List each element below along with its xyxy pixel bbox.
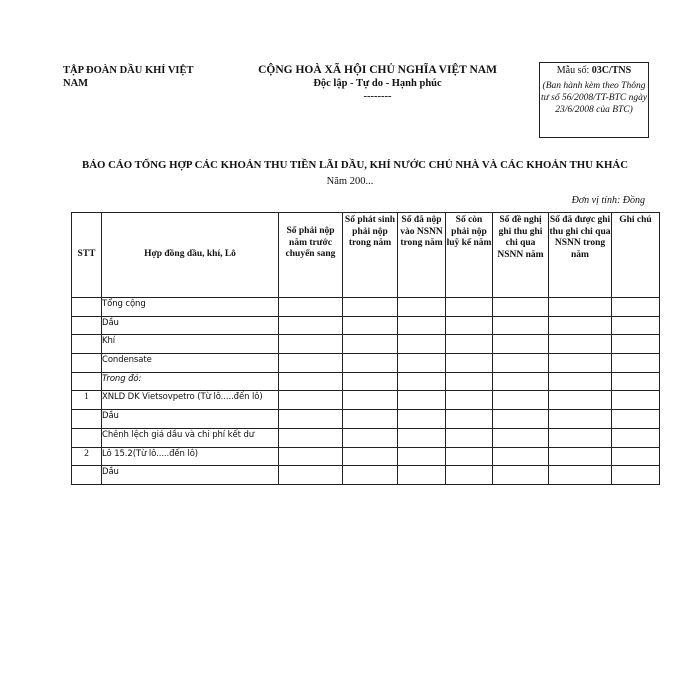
- table-cell: [446, 316, 493, 335]
- table-cell: [343, 447, 398, 466]
- table-cell: [279, 428, 343, 447]
- table-cell: [446, 447, 493, 466]
- table-cell: [343, 372, 398, 391]
- table-cell: [549, 391, 612, 410]
- table-cell: [493, 335, 549, 354]
- table-cell: [343, 466, 398, 485]
- table-cell: [612, 428, 660, 447]
- row-item-label: Tổng cộng: [102, 298, 279, 317]
- table-cell: [612, 298, 660, 317]
- column-header: Số phải nộp năm trước chuyển sang: [279, 213, 343, 298]
- table-cell: [398, 410, 446, 429]
- table-cell: [279, 354, 343, 373]
- table-cell: [343, 428, 398, 447]
- form-code-value: 03C/TNS: [591, 65, 632, 76]
- table-cell: [493, 298, 549, 317]
- table-cell: [549, 298, 612, 317]
- row-number: [72, 316, 102, 335]
- table-row: [72, 354, 660, 373]
- column-header: Số phát sinh phải nộp trong năm: [343, 213, 398, 298]
- row-item-label: Trong đó:: [102, 372, 279, 391]
- table-row: [72, 335, 660, 354]
- table-cell: [279, 298, 343, 317]
- table-cell: [549, 466, 612, 485]
- table-cell: [446, 335, 493, 354]
- report-title: BÁO CÁO TỔNG HỢP CÁC KHOẢN THU TIỀN LÃI DẦU, KHÍ NƯỚC CHỦ NHÀ VÀ CÁC KHOẢN THU KHÁC: [82, 159, 628, 171]
- table-cell: [279, 410, 343, 429]
- table-cell: [446, 428, 493, 447]
- table-cell: [493, 391, 549, 410]
- table-cell: [398, 335, 446, 354]
- table-row: [72, 410, 660, 429]
- form-code: [540, 65, 648, 77]
- table-cell: [446, 354, 493, 373]
- national-motto: Độc lập - Tự do - Hạnh phúc: [313, 78, 442, 89]
- table-cell: [493, 428, 549, 447]
- table-cell: [612, 447, 660, 466]
- table-row: [72, 372, 660, 391]
- table-cell: [279, 391, 343, 410]
- form-issuance-note: (Ban hành kèm theo Thông tư số 56/2008/TT-BTC ngày 23/6/2008 của BTC): [540, 81, 648, 115]
- table-cell: [279, 447, 343, 466]
- table-cell: [493, 410, 549, 429]
- row-number: 1: [72, 391, 102, 410]
- table-cell: [612, 316, 660, 335]
- column-header: Số còn phải nộp luỹ kế năm: [446, 213, 493, 298]
- table-row: [72, 466, 660, 485]
- table-cell: [493, 316, 549, 335]
- column-header: Số đề nghị ghi thu ghi chi qua NSNN năm: [493, 213, 549, 298]
- report-year: Năm 200...: [326, 176, 374, 187]
- table-cell: [549, 335, 612, 354]
- table-cell: [612, 335, 660, 354]
- row-item-label: XNLD DK Vietsovpetro (Từ lô.....đến lô): [102, 391, 279, 410]
- table-cell: [493, 354, 549, 373]
- table-cell: [398, 316, 446, 335]
- row-number: [72, 335, 102, 354]
- table-row: [72, 391, 660, 410]
- table-cell: [549, 316, 612, 335]
- table-cell: [549, 447, 612, 466]
- row-number: [72, 466, 102, 485]
- table-cell: [549, 428, 612, 447]
- table-cell: [398, 428, 446, 447]
- row-number: [72, 410, 102, 429]
- table-cell: [612, 410, 660, 429]
- table-cell: [398, 298, 446, 317]
- heading-separator: --------: [363, 91, 392, 102]
- table-cell: [493, 372, 549, 391]
- column-header: Ghi chú: [612, 213, 660, 298]
- table-row: [72, 316, 660, 335]
- table-cell: [279, 335, 343, 354]
- currency-unit: Đơn vị tính: Đồng: [571, 195, 645, 206]
- table-cell: [446, 391, 493, 410]
- table-row: [72, 428, 660, 447]
- report-table: [71, 212, 660, 485]
- table-cell: [398, 447, 446, 466]
- table-cell: [279, 466, 343, 485]
- row-item-label: Dầu: [102, 466, 279, 485]
- table-cell: [612, 372, 660, 391]
- table-cell: [398, 466, 446, 485]
- table-cell: [343, 391, 398, 410]
- table-cell: [343, 354, 398, 373]
- table-row: [72, 298, 660, 317]
- column-header: Hợp đồng dầu, khí, Lô: [102, 213, 279, 298]
- table-cell: [343, 410, 398, 429]
- row-item-label: Lô 15.2(Từ lô.....đến lô): [102, 447, 279, 466]
- table-cell: [446, 372, 493, 391]
- table-cell: [279, 316, 343, 335]
- row-number: [72, 428, 102, 447]
- table-cell: [549, 410, 612, 429]
- table-cell: [343, 335, 398, 354]
- table-cell: [612, 391, 660, 410]
- table-cell: [493, 466, 549, 485]
- table-cell: [549, 354, 612, 373]
- table-cell: [398, 391, 446, 410]
- row-item-label: Khí: [102, 335, 279, 354]
- national-heading: [255, 63, 500, 103]
- row-item-label: Dầu: [102, 410, 279, 429]
- table-cell: [446, 466, 493, 485]
- row-item-label: Chênh lệch giá dầu và chi phí kết dư: [102, 428, 279, 447]
- column-header: Số đã nộp vào NSNN trong năm: [398, 213, 446, 298]
- row-item-label: Condensate: [102, 354, 279, 373]
- column-header: STT: [72, 213, 102, 298]
- form-code-box: [539, 62, 649, 138]
- table-cell: [279, 372, 343, 391]
- table-cell: [612, 354, 660, 373]
- table-cell: [446, 410, 493, 429]
- table-cell: [493, 447, 549, 466]
- table-header-row: [72, 213, 660, 298]
- row-item-label: Dầu: [102, 316, 279, 335]
- row-number: 2: [72, 447, 102, 466]
- table-cell: [446, 298, 493, 317]
- organization-name: TẬP ĐOÀN DẦU KHÍ VIỆT NAM: [63, 65, 194, 89]
- table-cell: [549, 372, 612, 391]
- table-cell: [343, 316, 398, 335]
- row-number: [72, 354, 102, 373]
- column-header: Số đã được ghi thu ghi chi qua NSNN trong năm: [549, 213, 612, 298]
- national-title: CỘNG HOÀ XÃ HỘI CHỦ NGHĨA VIỆT NAM: [258, 64, 497, 76]
- table-cell: [343, 298, 398, 317]
- row-number: [72, 372, 102, 391]
- form-code-label: Mẫu số:: [556, 65, 590, 76]
- table-cell: [398, 372, 446, 391]
- table-row: [72, 447, 660, 466]
- table-cell: [398, 354, 446, 373]
- row-number: [72, 298, 102, 317]
- table-cell: [612, 466, 660, 485]
